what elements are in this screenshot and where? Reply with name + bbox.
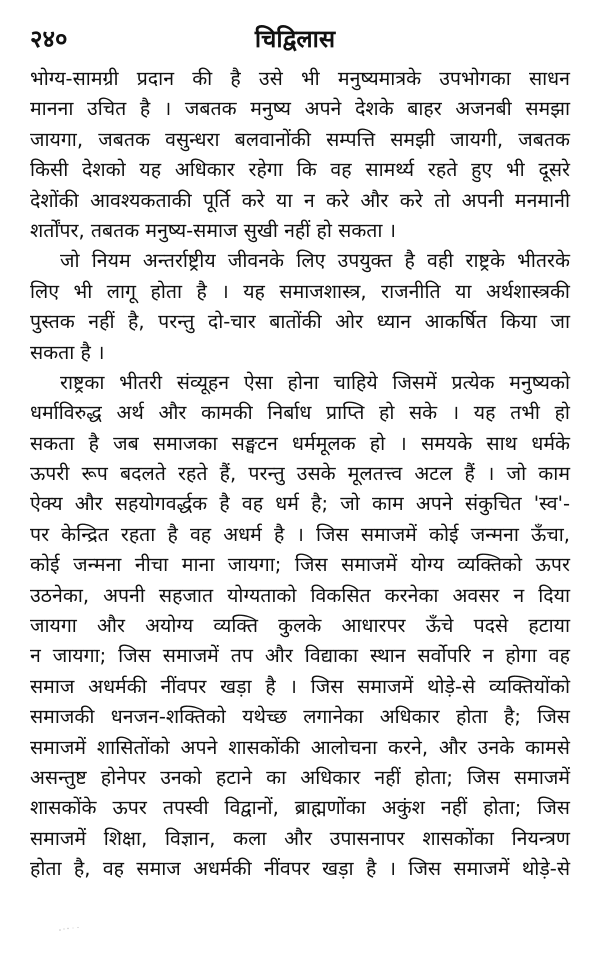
text-line: समाजमें शिक्षा, विज्ञान, कला और उपासनापर शासकोंका नियन्त्रण — [30, 826, 570, 850]
text-line: समाजमें शासितोंको अपने शासकोंकी आलोचना करने, और उनके कामसे — [30, 735, 570, 759]
paragraph — [30, 368, 570, 885]
text-line: पर केन्द्रित रहता है वह अधर्म है । जिस समाजमें कोई जन्मना ऊँचा, — [30, 522, 570, 546]
page-header — [30, 22, 560, 62]
text-line: धर्माविरुद्ध अर्थ और कामकी निर्बाध प्राप्ति हो सके । यह तभी हो — [30, 401, 570, 425]
text-line: उठनेका, अपनी सहजात योग्यताको विकसित करनेका अवसर न दिया — [30, 583, 570, 607]
text-line: ऐक्य और सहयोगवर्द्धक है वह धर्म है; जो काम अपने संकुचित 'स्व'- — [30, 492, 570, 516]
text-line: देशोंकी आवश्यकताकी पूर्ति करे या न करे और करे तो अपनी मनमानी — [30, 188, 570, 212]
text-line: जो नियम अन्तर्राष्ट्रीय जीवनके लिए उपयुक्त है वही राष्ट्रके भीतरके — [60, 249, 570, 273]
text-line: समाजकी धनजन-शक्तिको यथेच्छ लगानेका अधिकार होता है; जिस — [30, 705, 570, 729]
text-line: न जायगा; जिस समाजमें तप और विद्याका स्थान सर्वोपरि न होगा वह — [30, 644, 570, 668]
text-line: ऊपरी रूप बदलते रहते हैं, परन्तु उसके मूलतत्त्व अटल हैं । जो काम — [30, 462, 570, 486]
text-line: लिए भी लागू होता है । यह समाजशास्त्र, राजनीति या अर्थशास्त्रकी — [30, 279, 570, 303]
text-line: राष्ट्रका भीतरी संव्यूहन ऐसा होना चाहिये जिसमें प्रत्येक मनुष्यको — [60, 370, 570, 394]
text-line: शासकोंके ऊपर तपस्वी विद्वानों, ब्राह्मणोंका अकुंश नहीं होता; जिस — [30, 796, 570, 820]
text-line: भोग्य-सामग्री प्रदान की है उसे भी मनुष्यमात्रके उपभोगका साधन — [30, 67, 570, 90]
text-line: होता है, वह समाज अधर्मकी नींवपर खड़ा है । जिस समाजमें थोड़े-से — [30, 857, 570, 881]
running-title: चिद्विलास — [254, 24, 336, 53]
text-line: पुस्तक नहीं है, परन्तु दो-चार बातोंकी ओर ध्यान आकर्षित किया जा — [30, 310, 570, 334]
text-line: असन्तुष्ट होनेपर उनको हटाने का अधिकार नहीं होता; जिस समाजमें — [30, 765, 570, 789]
text-line: किसी देशको यह अधिकार रहेगा कि वह सामर्थ्य रहते हुए भी दूसरे — [30, 158, 570, 182]
paragraph — [30, 246, 570, 368]
text-line: जायगा और अयोग्य व्यक्ति कुलके आधारपर ऊँचे पदसे हटाया — [30, 614, 570, 638]
print-speck — [58, 926, 82, 932]
text-line: समाज अधर्मकी नींवपर खड़ा है । जिस समाजमें थोड़े-से व्यक्तियोंको — [30, 674, 570, 698]
text-line: शर्तोंपर, तबतक मनुष्य-समाज सुखी नहीं हो सकता । — [30, 218, 397, 242]
body-text — [30, 64, 570, 885]
text-line: कोई जन्मना नीचा माना जायगा; जिस समाजमें योग्य व्यक्तिको ऊपर — [30, 553, 570, 577]
text-line: मानना उचित है । जबतक मनुष्य अपने देशके बाहर अजनबी समझा — [30, 97, 570, 121]
text-line: सकता है जब समाजका सङ्घटन धर्ममूलक हो । समयके साथ धर्मके — [30, 431, 570, 455]
paragraph — [30, 64, 570, 246]
text-line: जायगा, जबतक वसुन्धरा बलवानोंकी सम्पत्ति समझी जायगी, जबतक — [30, 127, 570, 151]
text-line: सकता है । — [30, 340, 105, 364]
page-number: २४० — [30, 24, 68, 53]
